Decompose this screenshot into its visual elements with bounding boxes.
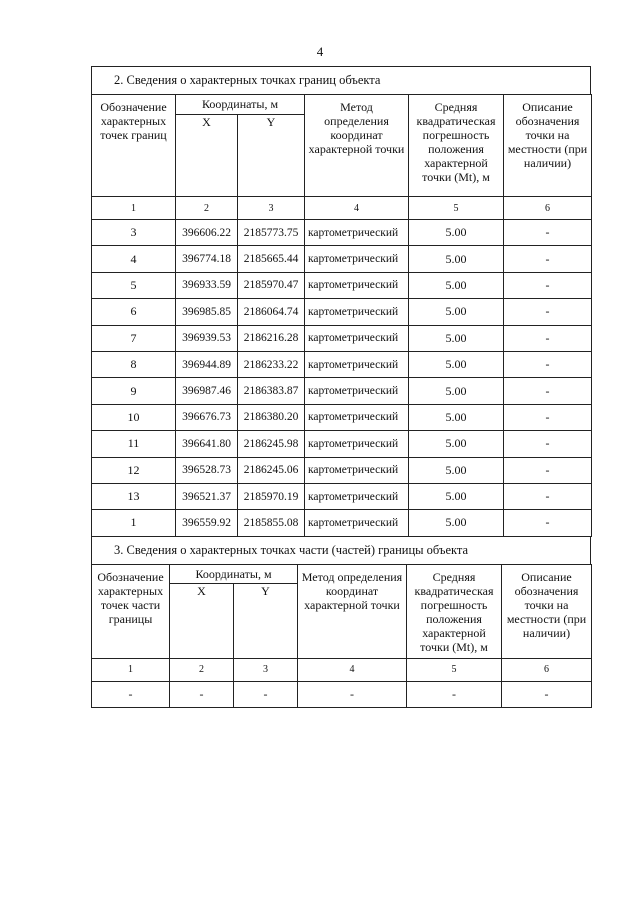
method-value: картометрический [305,457,409,483]
coordinate-x: - [170,681,234,707]
description-value: - [504,431,592,457]
header-designation: Обозначение характерных точек границ [92,95,176,197]
section-2-title: 2. Сведения о характерных точках границ объекта [91,66,591,94]
point-designation: 12 [92,457,176,483]
method-value: картометрический [305,299,409,325]
coordinate-y: 2186245.06 [238,457,305,483]
coordinate-y: 2185665.44 [238,246,305,272]
header-y: Y [234,583,298,658]
point-designation: 6 [92,299,176,325]
description-value: - [504,510,592,536]
coordinate-y: 2186216.28 [238,325,305,351]
method-value: картометрический [305,510,409,536]
coordinate-x: 396528.73 [176,457,238,483]
accuracy-value: 5.00 [409,299,504,325]
method-value: картометрический [305,220,409,246]
header-accuracy: Средняя квадратическая погрешность положения характерной точки (Mt), м [407,564,502,658]
coordinate-y: - [234,681,298,707]
accuracy-value: - [407,681,502,707]
header-accuracy: Средняя квадратическая погрешность положения характерной точки (Mt), м [409,95,504,197]
column-number: 4 [305,197,409,220]
coordinate-x: 396606.22 [176,220,238,246]
description-value: - [502,681,592,707]
coordinate-y: 2185773.75 [238,220,305,246]
method-value: картометрический [305,431,409,457]
header-coordinates: Координаты, м [170,564,298,583]
accuracy-value: 5.00 [409,404,504,430]
coordinate-x: 396774.18 [176,246,238,272]
point-designation: 13 [92,483,176,509]
method-value: картометрический [305,404,409,430]
coordinate-y: 2185855.08 [238,510,305,536]
column-numbers-row [92,658,592,681]
method-value: картометрический [305,378,409,404]
coordinate-y: 2186064.74 [238,299,305,325]
description-value: - [504,220,592,246]
table-row [92,351,592,377]
header-x: X [170,583,234,658]
coordinate-x: 396987.46 [176,378,238,404]
point-designation: - [92,681,170,707]
table-row [92,378,592,404]
coordinate-y: 2185970.19 [238,483,305,509]
table-row [92,457,592,483]
coordinate-y: 2186233.22 [238,351,305,377]
header-description: Описание обозначения точки на местности (при наличии) [502,564,592,658]
point-designation: 9 [92,378,176,404]
point-designation: 5 [92,272,176,298]
header-description: Описание обозначения точки на местности (при наличии) [504,95,592,197]
description-value: - [504,483,592,509]
point-designation: 1 [92,510,176,536]
boundary-points-table [91,94,592,537]
table-row [92,246,592,272]
accuracy-value: 5.00 [409,246,504,272]
accuracy-value: 5.00 [409,457,504,483]
coordinate-x: 396641.80 [176,431,238,457]
header-x: X [176,115,238,197]
column-number: 2 [176,197,238,220]
accuracy-value: 5.00 [409,351,504,377]
coordinate-x: 396559.92 [176,510,238,536]
header-method: Метод определения координат характерной точки [305,95,409,197]
accuracy-value: 5.00 [409,220,504,246]
accuracy-value: 5.00 [409,431,504,457]
method-value: картометрический [305,325,409,351]
column-number: 4 [298,658,407,681]
column-number: 6 [502,658,592,681]
page-number: 4 [316,44,324,59]
coordinate-x: 396521.37 [176,483,238,509]
description-value: - [504,351,592,377]
coordinate-y: 2185970.47 [238,272,305,298]
description-value: - [504,378,592,404]
method-value: - [298,681,407,707]
section-3-title: 3. Сведения о характерных точках части (частей) границы объекта [91,537,591,564]
method-value: картометрический [305,351,409,377]
description-value: - [504,457,592,483]
point-designation: 10 [92,404,176,430]
accuracy-value: 5.00 [409,483,504,509]
point-designation: 4 [92,246,176,272]
description-value: - [504,299,592,325]
header-method: Метод определения координат характерной точки [298,564,407,658]
table-row [92,299,592,325]
table-row [92,510,592,536]
accuracy-value: 5.00 [409,510,504,536]
document-sheet [91,66,591,708]
column-number: 5 [407,658,502,681]
description-value: - [504,404,592,430]
coordinate-x: 396676.73 [176,404,238,430]
coordinate-y: 2186380.20 [238,404,305,430]
accuracy-value: 5.00 [409,272,504,298]
point-designation: 7 [92,325,176,351]
column-number: 5 [409,197,504,220]
coordinate-x: 396944.89 [176,351,238,377]
table-row [92,431,592,457]
coordinate-x: 396939.53 [176,325,238,351]
header-designation: Обозначение характерных точек части границы [92,564,170,658]
boundary-part-points-table [91,564,592,708]
column-numbers-row [92,197,592,220]
accuracy-value: 5.00 [409,378,504,404]
coordinate-x: 396985.85 [176,299,238,325]
coordinate-y: 2186245.98 [238,431,305,457]
description-value: - [504,246,592,272]
column-number: 3 [238,197,305,220]
point-designation: 3 [92,220,176,246]
header-y: Y [238,115,305,197]
table-row [92,220,592,246]
description-value: - [504,325,592,351]
method-value: картометрический [305,483,409,509]
column-number: 1 [92,197,176,220]
point-designation: 8 [92,351,176,377]
method-value: картометрический [305,272,409,298]
method-value: картометрический [305,246,409,272]
table-row [92,681,592,707]
column-number: 6 [504,197,592,220]
accuracy-value: 5.00 [409,325,504,351]
column-number: 3 [234,658,298,681]
coordinate-y: 2186383.87 [238,378,305,404]
coordinate-x: 396933.59 [176,272,238,298]
table-row [92,325,592,351]
table-row [92,404,592,430]
description-value: - [504,272,592,298]
table-row [92,483,592,509]
header-coordinates: Координаты, м [176,95,305,115]
column-number: 1 [92,658,170,681]
table-row [92,272,592,298]
point-designation: 11 [92,431,176,457]
column-number: 2 [170,658,234,681]
